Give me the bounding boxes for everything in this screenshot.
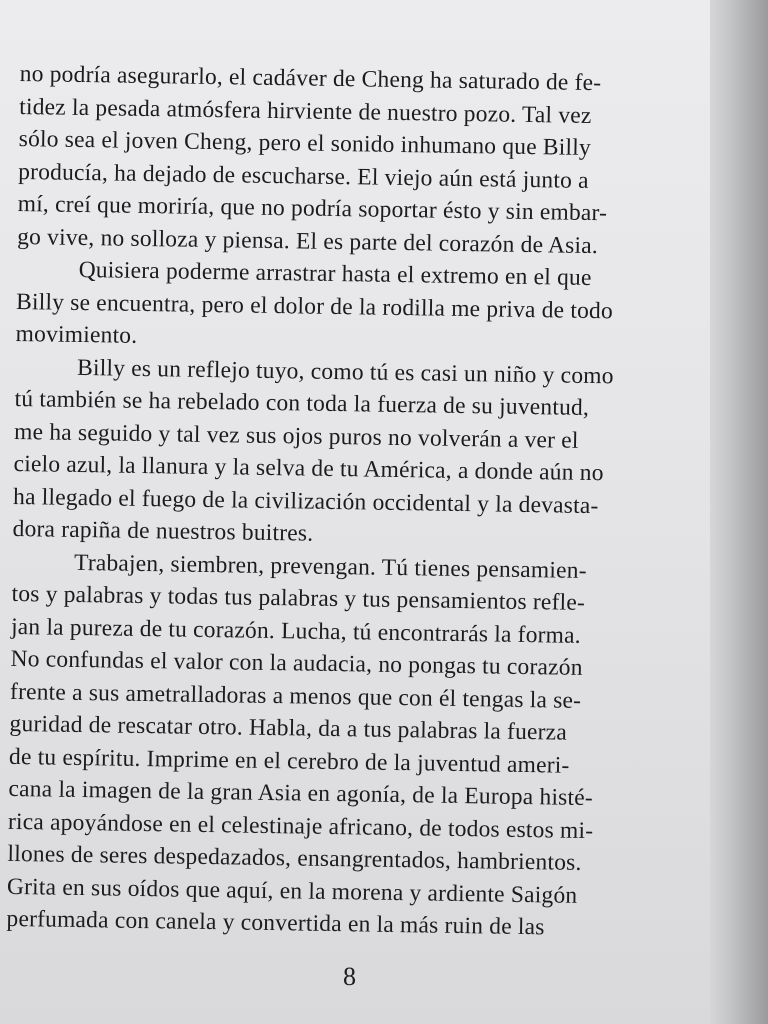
- text-line: Grita en sus oídos que aquí, en la morena y ardiente Saigón: [6, 873, 578, 909]
- text-line: no podría asegurarlo, el cadáver de Cheng ha saturado de fe-: [19, 60, 602, 97]
- text-line: me ha seguido y tal vez sus ojos puros no volverán a ver el: [13, 418, 579, 454]
- body-text: [6, 58, 720, 946]
- text-line: cielo azul, la llanura y la selva de tu América, a donde aún no: [13, 450, 604, 487]
- text-line: de tu espíritu. Imprime en el cerebro de la juventud ameri-: [8, 743, 570, 779]
- page-edge-shadow: [710, 0, 768, 1024]
- text-line: tú también se ha rebelado con toda la fuerza de su juventud,: [14, 385, 590, 421]
- text-line: perfumada con canela y convertida en la más ruin de las: [6, 905, 545, 941]
- text-line: Billy se encuentra, pero el dolor de la rodilla me priva de todo: [15, 288, 614, 324]
- text-line: Trabajen, siembren, prevengan. Tú tienes pensamien-: [73, 549, 587, 584]
- page-number: 8: [343, 962, 356, 991]
- text-line: tidez la pesada atmósfera hirviente de nuestro pozo. Tal vez: [19, 93, 592, 129]
- text-line: frente a sus ametralladoras a menos que con él tengas la se-: [9, 678, 582, 714]
- text-line: Quisiera poderme arrastrar hasta el extremo en el que: [78, 256, 592, 292]
- text-line: producía, ha dejado de escucharse. El viejo aún está junto a: [18, 158, 589, 194]
- text-line: rica apoyándose en el celestinaje africano, de todos estos mi-: [7, 808, 594, 844]
- text-line: mí, creí que moriría, que no podría soportar ésto y sin embar-: [17, 190, 608, 227]
- text-line: movimiento.: [15, 320, 138, 349]
- text-line: ha llegado el fuego de la civilización occidental y la devasta-: [12, 483, 599, 519]
- text-line: sólo sea el joven Cheng, pero el sonido inhumano que Billy: [18, 125, 592, 161]
- text-line: dora rapiña de nuestros buitres.: [12, 515, 314, 547]
- text-line: jan la pureza de tu corazón. Lucha, tú encontrarás la forma.: [10, 613, 582, 649]
- text-line: tos y palabras y todas tus palabras y tus pensamientos refle-: [11, 580, 586, 616]
- text-line: llones de seres despedazados, ensangrentados, hambrientos.: [7, 840, 582, 876]
- text-line: cana la imagen de la gran Asia en agonía, de la Europa histé-: [8, 775, 594, 812]
- text-line: guridad de rescatar otro. Habla, da a tus palabras la fuerza: [9, 710, 568, 746]
- text-line: go vive, no solloza y piensa. El es parte del corazón de Asia.: [16, 223, 599, 259]
- text-line: No confundas el valor con la audacia, no pongas tu corazón: [10, 645, 583, 681]
- text-line: Billy es un reflejo tuyo, como tú es casi un niño y como: [76, 354, 614, 389]
